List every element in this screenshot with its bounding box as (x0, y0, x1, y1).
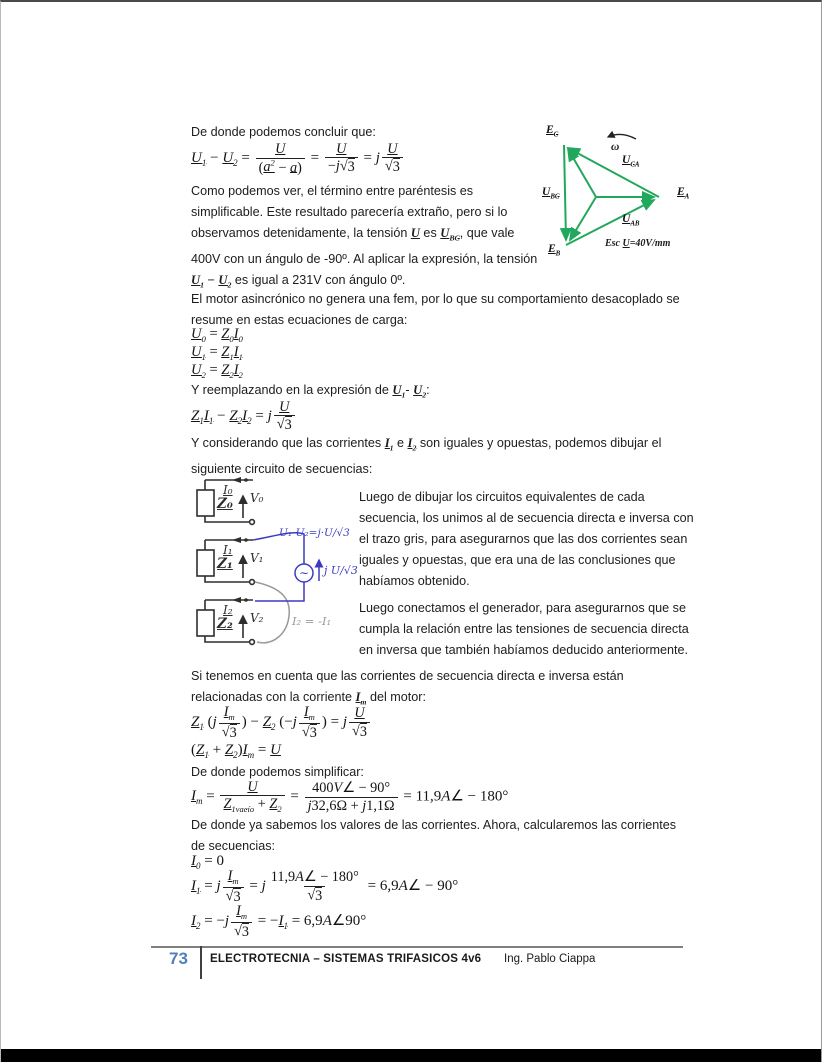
label-i2: I₂ (223, 603, 233, 617)
phasor-eb (570, 197, 596, 240)
formula-u2: $U_2 = Z_2I_2$ (191, 362, 243, 380)
generator-tilde-icon: ∼ (298, 566, 310, 580)
label-z0: Z₀ (217, 496, 233, 512)
phasor-triangle (564, 145, 659, 245)
label-z2: Z₂ (217, 616, 233, 632)
formula-z1i1: $Z_1I_1 - Z_2I_2 = j$ U √ 3 (191, 399, 297, 434)
paragraph-corrientes: De donde ya sabemos los valores de las corrientes. Ahora, calcularemos las corrientes de secuencias: (191, 818, 677, 853)
phasor-ubc (564, 145, 566, 240)
formula-z1-z2-balance: $Z_1$ (j $I_m$ √ 3 ) − $Z_2$ (−j $I_m$ √ 3 ) = j U √ 3 (191, 704, 372, 741)
omega-rotation-arrow-icon (608, 134, 636, 139)
footer-separator (200, 946, 202, 979)
label-v2: V₂ (250, 611, 264, 625)
paragraph-reemplazando: Y reemplazando en la expresión de $U_1-$ $U_2$: (191, 383, 430, 400)
footer-title: ELECTROTECNIA – SISTEMAS TRIFASICOS 4v6 (210, 953, 482, 965)
bottom-black-bar (1, 1049, 822, 1062)
label-omega: ω (611, 141, 620, 153)
paragraph-simplificar: De donde podemos simplificar: (191, 765, 364, 779)
formula-u1-minus-u2: $U_1 - U_2$ = $\frac{U}{(a^2 - a)}$ = U −j √ 3 = j U √ 3 (191, 141, 405, 176)
label-z1: Z₁ (217, 556, 233, 572)
formula-i0-zero: $I_0 = 0$ (191, 853, 224, 871)
label-gray-equation: I₂ = -I₁ (292, 614, 332, 628)
formula-u0: $U_0 = Z_0I_0$ (191, 326, 243, 344)
label-uab: $U_{AB}$ (622, 213, 640, 228)
formula-im: $I_m$ = U $Z_{1vacío} + Z_2$ = $\frac{400V\angle - 90^\circ}{j32,6\Omega + j1,1\Omega}$ = 11,9A∠ − 180° (191, 779, 509, 815)
intro-line: De donde podemos concluir que: (191, 125, 376, 139)
label-ec: $E_C$ (546, 124, 559, 139)
paragraph-luego-dibujar: Luego de dibujar los circuitos equivalentes de cada secuencia, los unimos al de secuencia directa e inversa con el trazo gris, para asegurarnos que las dos corrientes sean iguales y opuestas, que era una de las conclusiones que habíamos obtenido. (359, 490, 694, 588)
formula-u1: $U_1 = Z_1I_1$ (191, 344, 243, 362)
footer-author: Ing. Pablo Ciappa (504, 953, 596, 965)
paragraph-si-tenemos: Si tenemos en cuenta que las corrientes de secuencia directa e inversa están relacionadas con la corriente $I_m$ del motor: (191, 669, 624, 707)
label-i1: I₁ (223, 543, 233, 557)
formula-sum-impedances: $(Z_1 + Z_2)I_m = U$ (191, 742, 281, 760)
label-v0: V₀ (250, 491, 264, 505)
paragraph-motor: El motor asincrónico no genera una fem, por lo que su comportamiento desacoplado se resume en estas ecuaciones de carga: (191, 292, 680, 327)
label-blue-arrow: j U/√3 (324, 564, 358, 577)
footer-rule (151, 946, 683, 948)
generator-connection (253, 533, 319, 601)
page-number: 73 (169, 949, 188, 968)
label-v1: V₁ (250, 551, 264, 565)
label-ubc: $U_{BC}$ (542, 186, 560, 201)
formula-i1-value: $I_1 = j$ $I_m$ √ 3 = j 11,9A∠ − 180° √ 3 = 6,9A∠ − 90° (191, 868, 459, 905)
label-eb: $E_B$ (548, 243, 561, 258)
formula-i2-value: $I_2 = -j$ $I_m$ √ 3 = $-I_1$ = 6,9A∠90° (191, 903, 367, 940)
paragraph-luego-conectamos: Luego conectamos el generador, para asegurarnos que se cumpla la relación entre las tensiones de secuencia directa en inversa que también habíamos deducido anteriormente. (359, 601, 689, 657)
label-uca: $U_{CA}$ (622, 154, 640, 169)
label-i0: I₀ (223, 483, 233, 497)
paragraph-considerando: Y considerando que las corrientes $I_1$ e $I_2$ son iguales y opuestas, podemos dibujar el siguiente circuito de secuencias: (191, 436, 662, 476)
paragraph-simplificable: Como podemos ver, el término entre paréntesis es simplificable. Este resultado parecería extraño, pero si lo observamos detenidamente, la tensión U es $U_{BC}$, que vale 400V con un ángulo de -90º. Al aplicar la expresión, la tensión $U_1 - U_2$ es igual a 231V con ángulo 0º. (191, 184, 538, 290)
label-ea: $E_A$ (677, 186, 690, 201)
label-escala: Esc U=40V/mm (605, 238, 671, 249)
label-blue-equation: U₁-U₂=j·U/√3 (279, 527, 350, 539)
